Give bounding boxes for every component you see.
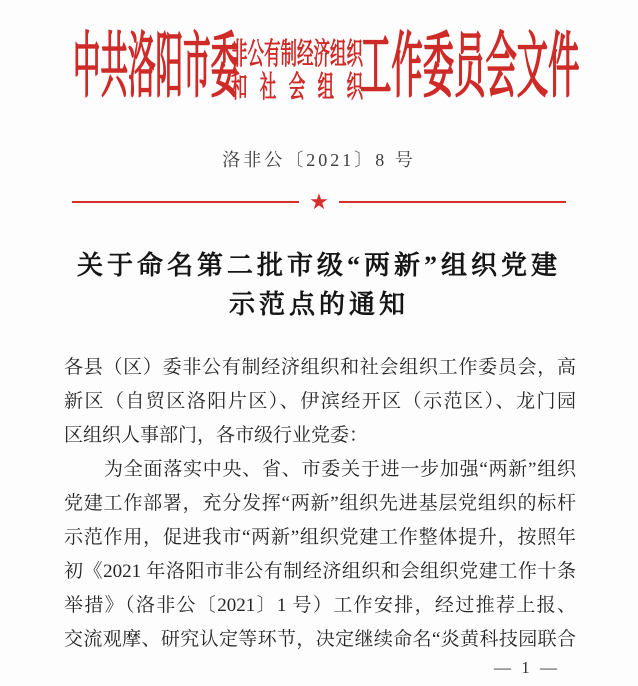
page-number: — 1 — xyxy=(494,658,560,677)
body-line: 举措》（洛非公〔2021〕1 号）工作安排，经过推荐上报、 xyxy=(64,595,576,616)
document-title xyxy=(0,246,638,324)
letterhead-middle-line1: 非公有制经济组织 xyxy=(231,38,363,71)
document-body xyxy=(64,351,576,657)
body-line: 为全面落实中央、省、市委关于进一步加强“两新”组织 xyxy=(104,459,576,480)
letterhead xyxy=(0,0,638,135)
letterhead-org-name-right: 工作委员会文件 xyxy=(360,25,580,107)
letterhead-middle-line2: 和社会组织 xyxy=(231,71,363,104)
divider-line-left xyxy=(72,201,299,203)
body-line: 党建工作部署，充分发挥“两新”组织先进基层党组织的标杆 xyxy=(64,493,576,514)
body-line: 区组织人事部门，各市级行业党委： xyxy=(64,425,369,446)
header-divider xyxy=(72,191,566,213)
body-line: 新区（自贸区洛阳片区）、伊滨经开区（示范区）、龙门园 xyxy=(64,391,576,412)
body-line: 初《2021 年洛阳市非公有制经济组织和会组织党建工作十条 xyxy=(64,561,576,582)
body-line: 各县（区）委非公有制经济组织和社会组织工作委员会，高 xyxy=(64,357,576,378)
letterhead-org-name-left: 中共洛阳市委 xyxy=(73,25,239,107)
title-line-1: 关于命名第二批市级“两新”组织党建 xyxy=(76,251,561,280)
body-line: 示范作用，促进我市“两新”组织党建工作整体提升，按照年 xyxy=(64,527,576,548)
title-line-2: 示范点的通知 xyxy=(228,290,409,319)
divider-line-right xyxy=(339,201,566,203)
document-number: 洛非公〔2021〕8 号 xyxy=(222,150,416,170)
body-line: 交流观摩、研究认定等环节，决定继续命名“炎黄科技园联合 xyxy=(64,629,576,650)
star-icon: ★ xyxy=(309,189,329,214)
letterhead-org-name-middle xyxy=(231,38,363,104)
